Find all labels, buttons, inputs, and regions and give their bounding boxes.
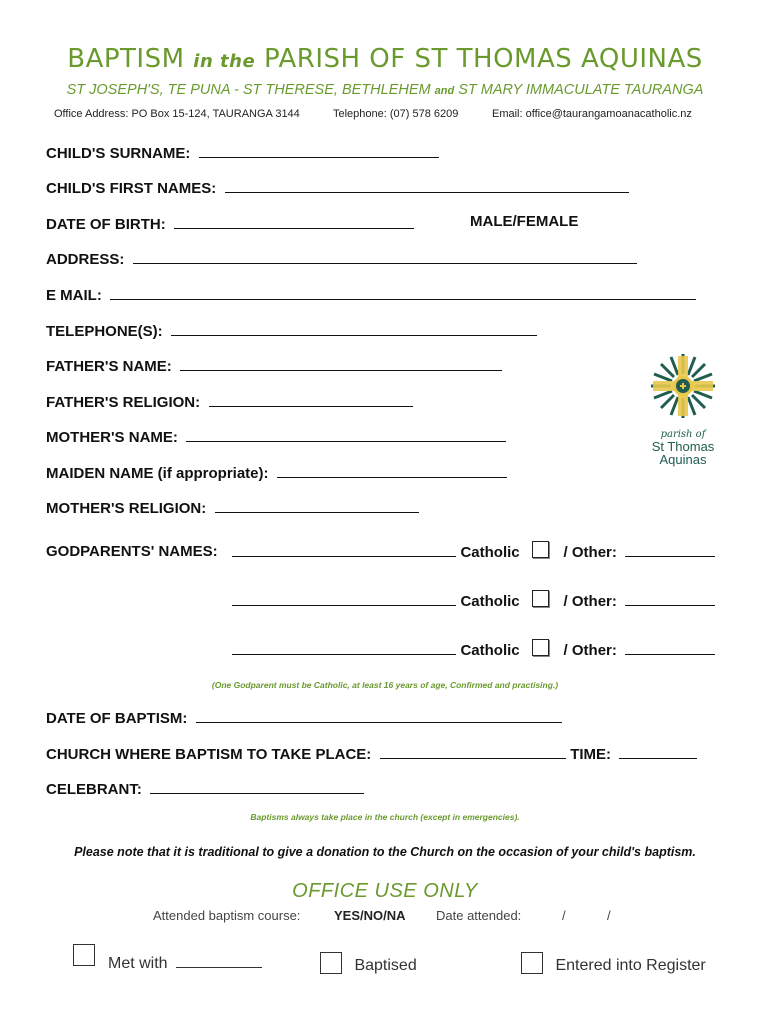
godparent-name-field[interactable] <box>232 541 456 557</box>
logo-text-parish: parish of <box>660 429 706 440</box>
time-field[interactable] <box>619 743 697 759</box>
baptised-row: Baptised <box>320 952 417 975</box>
dob-row: DATE OF BIRTH: <box>46 213 414 234</box>
baptised-checkbox[interactable] <box>320 952 342 974</box>
maiden-name-row: MAIDEN NAME (if appropriate): <box>46 462 507 483</box>
maiden-name-field[interactable] <box>277 462 507 478</box>
celebrant-field[interactable] <box>150 778 364 794</box>
office-use-heading: OFFICE USE ONLY <box>292 880 478 902</box>
surname-field[interactable] <box>199 142 439 158</box>
baptism-date-field[interactable] <box>196 707 562 723</box>
godparent-name-field[interactable] <box>232 590 456 606</box>
email-row: E MAIL: <box>46 284 696 305</box>
godparent-row-3: Catholic / Other: <box>228 639 715 660</box>
email-field[interactable] <box>110 284 696 300</box>
date-slash: / <box>607 908 611 923</box>
godparent-row-1: Catholic / Other: <box>228 541 715 562</box>
attended-course-options[interactable]: YES/NO/NA <box>334 908 406 923</box>
other-religion-field[interactable] <box>625 639 715 655</box>
surname-row: CHILD'S SURNAME: <box>46 142 439 163</box>
godparents-label: GODPARENTS' NAMES: <box>46 543 218 560</box>
father-name-row: FATHER'S NAME: <box>46 355 502 376</box>
church-field[interactable] <box>380 743 566 759</box>
register-checkbox[interactable] <box>521 952 543 974</box>
first-names-row: CHILD'S FIRST NAMES: <box>46 177 629 198</box>
mother-name-row: MOTHER'S NAME: <box>46 426 506 447</box>
catholic-checkbox[interactable] <box>532 541 549 558</box>
attended-course-label: Attended baptism course: <box>153 908 301 923</box>
parish-logo <box>640 352 726 466</box>
father-religion-field[interactable] <box>209 391 413 407</box>
baptism-note: Baptisms always take place in the church (except in emergencies). <box>250 812 520 822</box>
logo-text-aquinas: Aquinas <box>659 452 707 467</box>
date-slash: / <box>562 908 566 923</box>
office-telephone: Telephone: (07) 578 6209 <box>333 108 459 120</box>
telephone-row: TELEPHONE(S): <box>46 320 537 341</box>
donation-note: Please note that it is traditional to give a donation to the Church on the occasion of your child's baptism. <box>74 845 696 859</box>
sunburst-cross-icon <box>640 352 726 424</box>
catholic-checkbox[interactable] <box>532 590 549 607</box>
mother-religion-field[interactable] <box>215 497 419 513</box>
sex-option[interactable]: MALE/FEMALE <box>470 213 579 230</box>
form-title: BAPTISM in the PARISH OF ST THOMAS AQUINAS <box>67 44 703 74</box>
catholic-checkbox[interactable] <box>532 639 549 656</box>
met-with-checkbox-wrap <box>73 944 95 967</box>
godparent-note: (One Godparent must be Catholic, at least 16 years of age, Confirmed and practising.) <box>211 680 559 690</box>
mother-religion-row: MOTHER'S RELIGION: <box>46 497 419 518</box>
logo-text-name: St Thomas <box>651 439 715 454</box>
first-names-field[interactable] <box>225 177 629 193</box>
other-religion-field[interactable] <box>625 590 715 606</box>
mother-name-field[interactable] <box>186 426 506 442</box>
office-email: Email: office@taurangamoanacatholic.nz <box>492 108 692 120</box>
parish-subtitle: ST JOSEPH'S, TE PUNA - ST THERESE, BETHLEHEM and ST MARY IMMACULATE TAURANGA <box>66 82 704 98</box>
address-row: ADDRESS: <box>46 248 637 269</box>
father-name-field[interactable] <box>180 355 502 371</box>
church-row: CHURCH WHERE BAPTISM TO TAKE PLACE: TIME: <box>46 743 697 764</box>
address-field[interactable] <box>133 248 637 264</box>
date-attended-label: Date attended: <box>436 908 522 923</box>
office-address: Office Address: PO Box 15-124, TAURANGA 3144 <box>54 108 300 120</box>
father-religion-row: FATHER'S RELIGION: <box>46 391 413 412</box>
other-religion-field[interactable] <box>625 541 715 557</box>
met-with-checkbox[interactable] <box>73 944 95 966</box>
register-row: Entered into Register <box>521 952 706 975</box>
met-with-row: Met with <box>108 952 262 973</box>
baptism-date-row: DATE OF BAPTISM: <box>46 707 562 728</box>
met-with-field[interactable] <box>176 952 262 968</box>
godparent-row-2: Catholic / Other: <box>228 590 715 611</box>
godparent-name-field[interactable] <box>232 639 456 655</box>
celebrant-row: CELEBRANT: <box>46 778 364 799</box>
telephone-field[interactable] <box>171 320 537 336</box>
dob-field[interactable] <box>174 213 414 229</box>
